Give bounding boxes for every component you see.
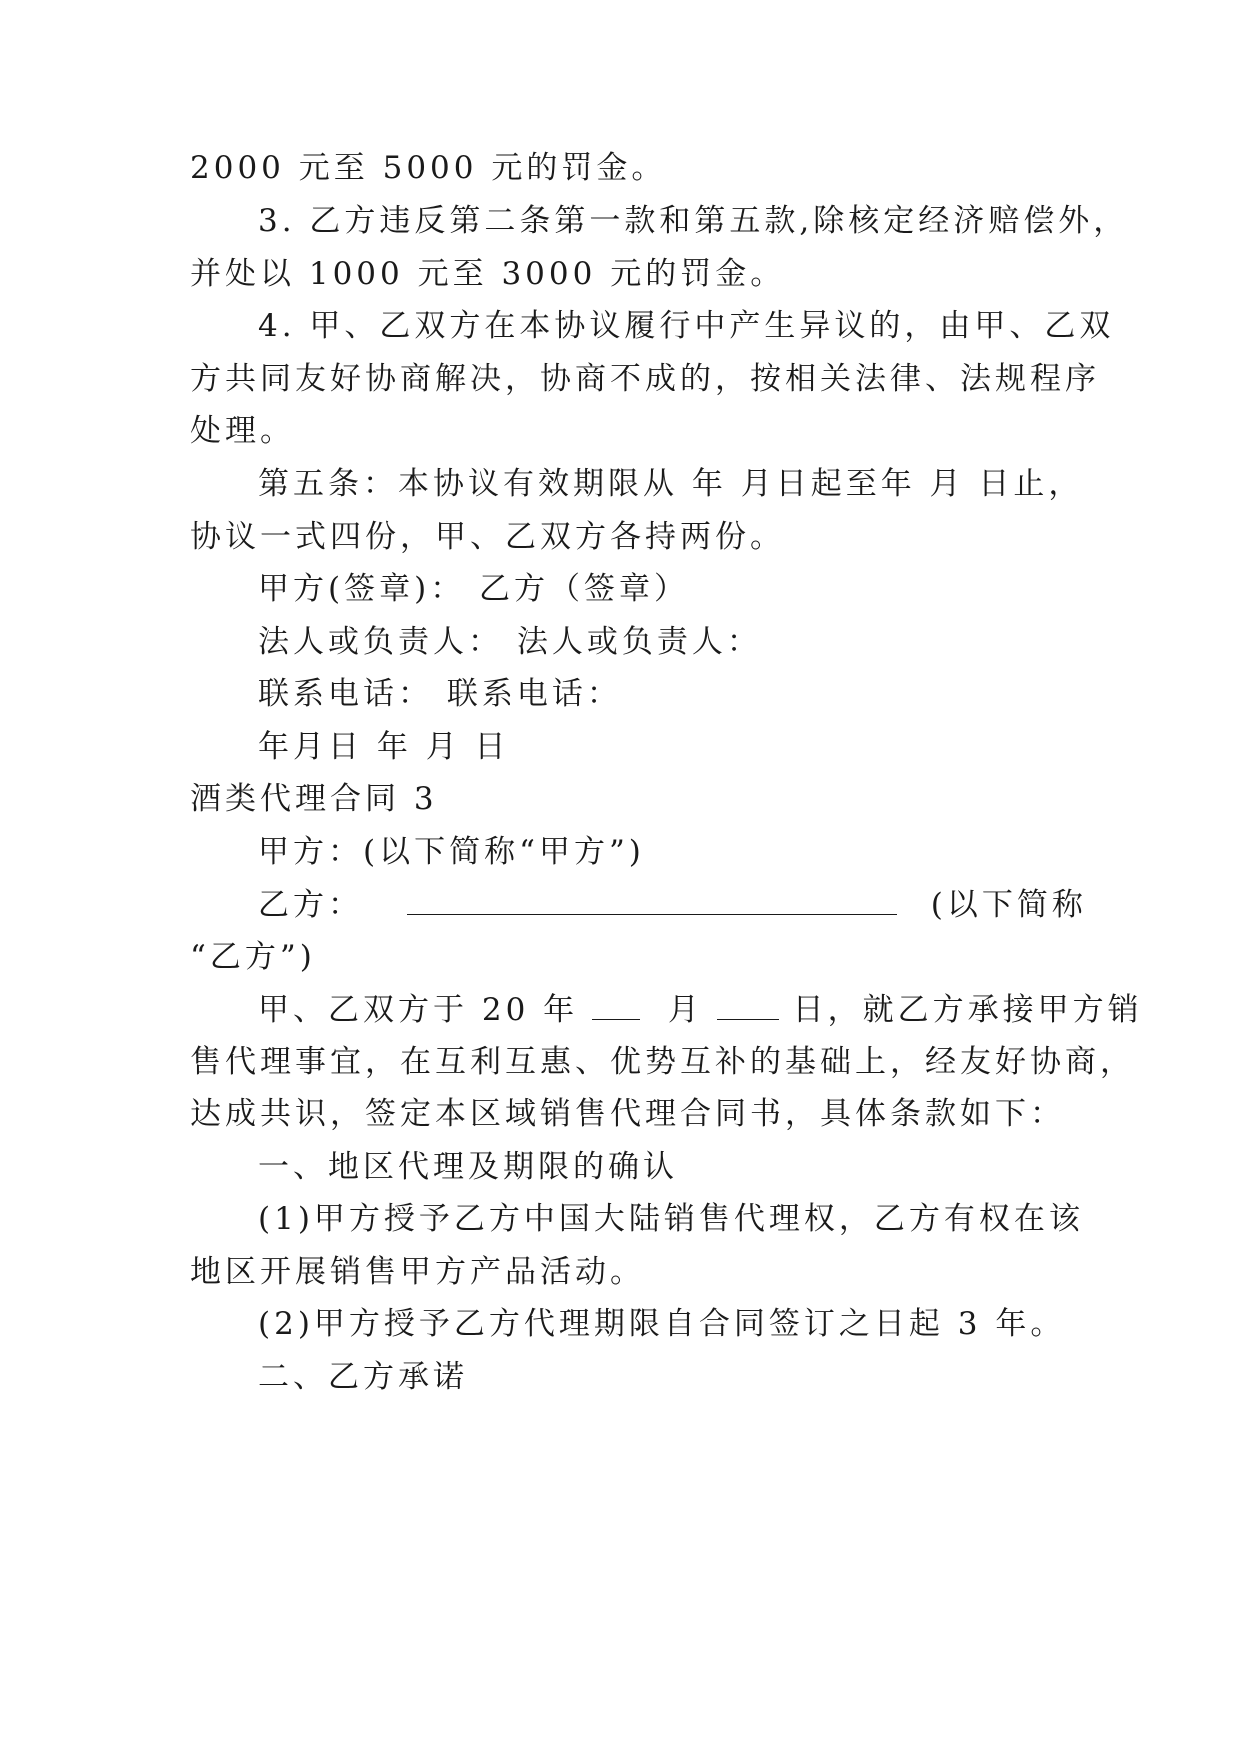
section-title: 酒类代理合同 3 [190, 781, 438, 817]
paragraph-line: 协议一式四份，甲、乙双方各持两份。 [190, 519, 785, 555]
paragraph-line: (2)甲方授予乙方代理期限自合同签订之日起 3 年。 [258, 1306, 1066, 1342]
signature-line: 联系电话： 联系电话： [258, 676, 622, 712]
paragraph-line: 甲方：(以下简称“甲方”) [258, 834, 645, 870]
paragraph-line: 处理。 [190, 413, 295, 449]
signature-line: 甲方(签章)： 乙方（签章） [258, 571, 690, 607]
paragraph-line [258, 989, 1143, 1030]
signature-line: 法人或负责人： 法人或负责人： [258, 624, 762, 660]
party-b-blank [407, 884, 897, 915]
month-label: 月 [667, 992, 703, 1028]
paragraph-line: (1)甲方授予乙方中国大陆销售代理权，乙方有权在该 [258, 1201, 1084, 1237]
section-heading: 二、乙方承诺 [258, 1359, 468, 1395]
paragraph-line: 方共同友好协商解决，协商不成的，按相关法律、法规程序 [190, 361, 1100, 397]
party-b-suffix: (以下简称 [930, 887, 1087, 923]
paragraph-line: 地区开展销售甲方产品活动。 [190, 1254, 645, 1290]
paragraph-line [258, 884, 1087, 925]
date-suffix: 日，就乙方承接甲方销 [792, 992, 1143, 1028]
day-blank [717, 989, 779, 1020]
paragraph-line: 4. 甲、乙双方在本协议履行中产生异议的，由甲、乙双 [258, 308, 1115, 344]
month-blank [592, 989, 640, 1020]
date-prefix: 甲、乙双方于 20 年 [258, 992, 579, 1028]
paragraph-line: 3. 乙方违反第二条第一款和第五款,除核定经济赔偿外， [258, 203, 1129, 239]
party-b-label: 乙方： [258, 887, 363, 923]
paragraph-line: 2000 元至 5000 元的罚金。 [190, 150, 667, 186]
paragraph-line: “乙方”) [190, 939, 316, 975]
paragraph-line: 第五条：本协议有效期限从 年 月日起至年 月 日止， [258, 466, 1084, 502]
signature-line: 年月日 年 月 日 [258, 729, 510, 765]
section-heading: 一、地区代理及期限的确认 [258, 1149, 678, 1185]
paragraph-line: 并处以 1000 元至 3000 元的罚金。 [190, 256, 786, 292]
paragraph-line: 达成共识，签定本区域销售代理合同书，具体条款如下： [190, 1096, 1065, 1132]
paragraph-line: 售代理事宜，在互利互惠、优势互补的基础上，经友好协商， [190, 1044, 1135, 1080]
